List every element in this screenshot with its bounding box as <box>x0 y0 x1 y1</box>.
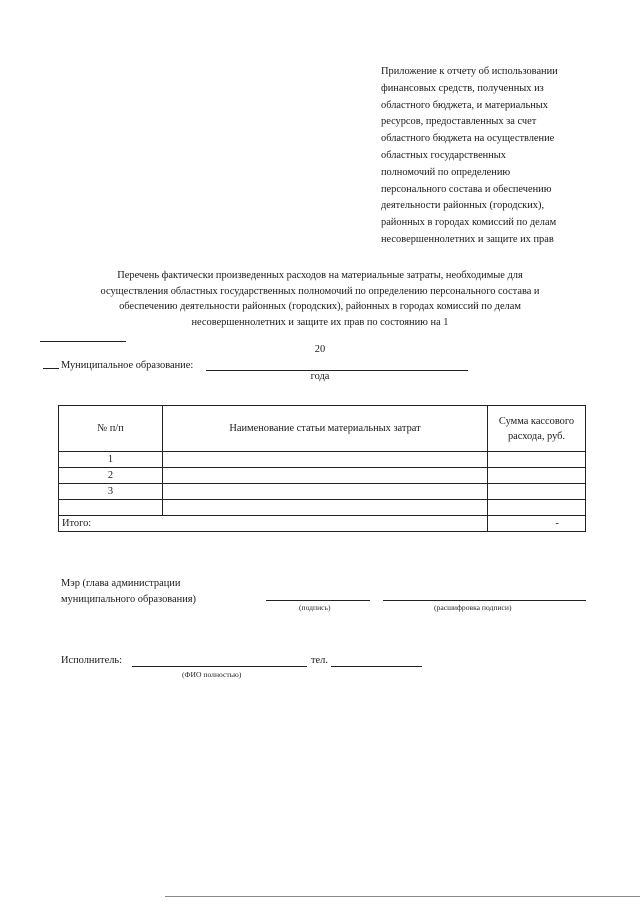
mayor-line: Мэр (глава администрации <box>61 578 181 589</box>
performer-field[interactable] <box>132 666 307 667</box>
mayor-line: муниципального образования) <box>61 593 197 605</box>
municipality-label: Муниципальное образование: <box>61 360 194 371</box>
appendix-line: полномочий по определению <box>381 166 511 178</box>
total-value: - <box>488 516 586 532</box>
decode-caption: (расшифровка подписи) <box>434 603 512 612</box>
bottom-rule <box>165 896 640 897</box>
table-header-row <box>59 406 586 452</box>
title-line: Перечень фактически произведенных расходов на материальные затраты, необходимые для <box>117 270 523 281</box>
expense-table <box>58 405 586 532</box>
year-blank[interactable] <box>43 358 59 369</box>
fio-caption: (ФИО полностью) <box>182 670 242 679</box>
row-name-cell[interactable] <box>163 468 488 484</box>
date-blank[interactable] <box>40 331 126 342</box>
row-num: 2 <box>59 468 163 484</box>
title-line-date <box>40 315 600 384</box>
row-name-cell[interactable] <box>163 484 488 500</box>
header-sum: Сумма кассового расхода, руб. <box>488 406 586 452</box>
row-sum-cell[interactable] <box>488 452 586 468</box>
appendix-line: Приложение к отчету об использовании <box>381 66 558 77</box>
row-num <box>59 500 163 516</box>
header-name: Наименование статьи материальных затрат <box>163 406 488 452</box>
mayor-title <box>61 576 196 607</box>
year-prefix: 20 <box>314 343 326 355</box>
signature-field[interactable] <box>266 600 370 601</box>
appendix-line: деятельности районных (городских), <box>381 200 545 212</box>
row-sum-cell[interactable] <box>488 468 586 484</box>
header-num: № п/п <box>59 406 163 452</box>
row-sum-cell[interactable] <box>488 500 586 516</box>
tel-field[interactable] <box>331 666 422 667</box>
row-num: 3 <box>59 484 163 500</box>
appendix-line: ресурсов, предоставленных за счет <box>381 116 537 128</box>
performer-label: Исполнитель: <box>61 655 123 666</box>
row-sum-cell[interactable] <box>488 484 586 500</box>
appendix-line: финансовых средств, полученных из <box>381 82 544 94</box>
appendix-line: несовершеннолетних и защите их прав <box>381 233 554 245</box>
appendix-line: областного бюджета, и материальных <box>381 99 548 111</box>
appendix-line: районных в городах комиссий по делам <box>381 217 557 229</box>
year-suffix: года <box>310 370 330 382</box>
appendix-note <box>381 64 621 249</box>
title-line: обеспечению деятельности районных (городских), районных в городах комиссий по делам <box>119 301 521 313</box>
title-line: осуществления областных государственных полномочий по определению персонального состава и <box>100 285 540 297</box>
table-row <box>59 484 586 500</box>
appendix-line: областных государственных <box>381 149 506 161</box>
signature-caption: (подпись) <box>299 603 331 612</box>
row-name-cell[interactable] <box>163 452 488 468</box>
total-row <box>59 516 586 532</box>
total-label: Итого: <box>59 516 488 532</box>
table-row <box>59 452 586 468</box>
appendix-line: областного бюджета на осуществление <box>381 133 555 145</box>
row-num: 1 <box>59 452 163 468</box>
tel-label: тел. <box>311 655 328 666</box>
appendix-line: персонального состава и обеспечению <box>381 183 552 195</box>
signature-decode-field[interactable] <box>383 600 586 601</box>
table-row <box>59 500 586 516</box>
municipality-field[interactable] <box>206 370 468 371</box>
row-name-cell[interactable] <box>163 500 488 516</box>
title-line-start: несовершеннолетних и защите их прав по состоянию на 1 <box>191 317 449 329</box>
table-row <box>59 468 586 484</box>
